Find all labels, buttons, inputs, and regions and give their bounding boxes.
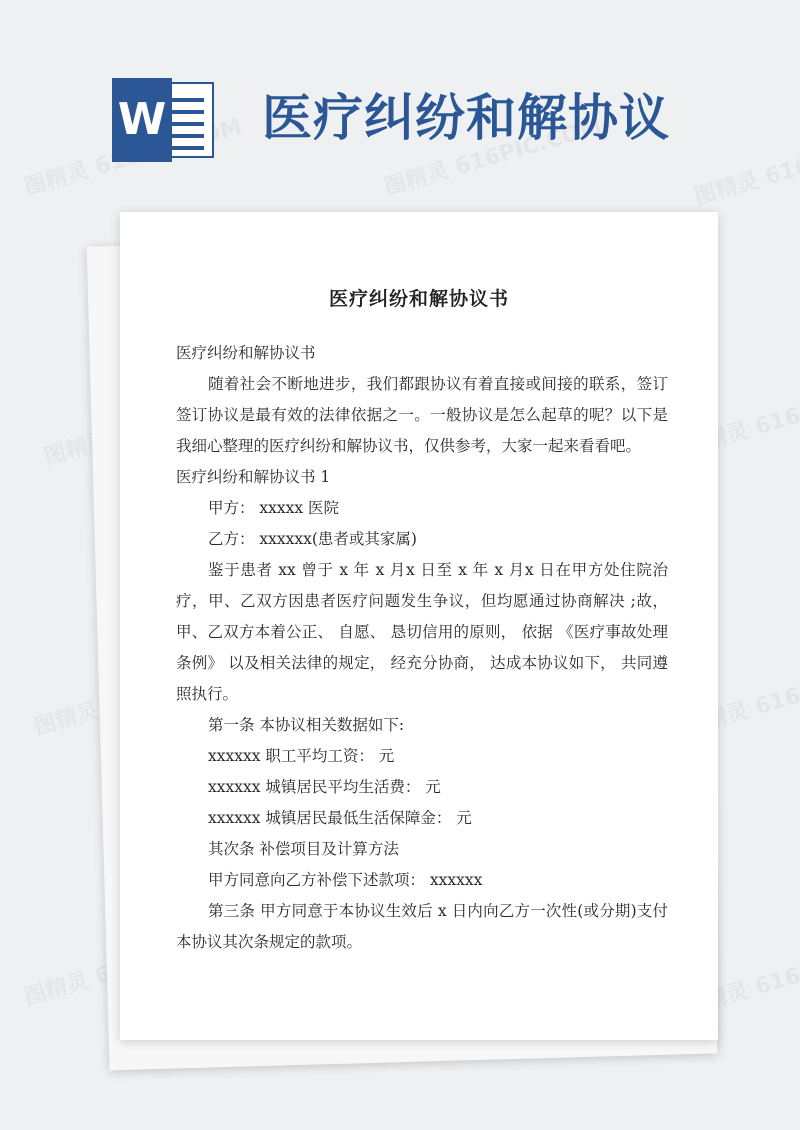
word-document-icon <box>112 78 216 162</box>
paragraph-data-min-security: xxxxxx 城镇居民最低生活保障金： 元 <box>208 809 472 827</box>
paragraph-section-title: 医疗纠纷和解协议书 1 <box>176 468 331 486</box>
paragraph-article-3: 第三条 甲方同意于本协议生效后 x 日内向乙方一次性(或分期)支付本协议其次条规定的款项。 <box>176 902 668 951</box>
paragraph-data-living-cost: xxxxxx 城镇居民平均生活费： 元 <box>208 778 441 796</box>
document-page <box>120 212 718 1040</box>
paragraph-intro: 随着社会不断地进步，我们都跟协议有着直接或间接的联系，签订签订协议是最有效的法律依据之一。一般协议是怎么起草的呢？以下是我细心整理的医疗纠纷和解协议书，仅供参考，大家一起来看看吧。 <box>176 375 668 455</box>
paragraph-article-2: 其次条 补偿项目及计算方法 <box>208 840 399 858</box>
document-body <box>176 338 668 958</box>
watermark <box>690 120 800 212</box>
paragraph-article-1: 第一条 本协议相关数据如下: <box>208 716 405 734</box>
paragraph-compensation: 甲方同意向乙方补偿下述款项： xxxxxx <box>208 871 483 889</box>
paragraph-background: 鉴于患者 xx 曾于 x 年 x 月x 日至 x 年 x 月x 日在甲方处住院治疗，甲、乙双方因患者医疗问题发生争议，但均愿通过协商解决 ;故，甲、乙双方本着公正、 自愿、 恳切信用的原则， 依据 《医疗事故处理条例》 以及相关法律的规定， 经充分协商， 达成本协议如下， 共同遵照执行。 <box>176 561 668 703</box>
word-letter-badge: W <box>112 78 172 162</box>
header-title: 医疗纠纷和解协议 <box>262 89 670 147</box>
document-title: 医疗纠纷和解协议书 <box>328 288 509 310</box>
paragraph-party-a: 甲方： xxxxx 医院 <box>208 499 340 517</box>
paragraph-party-b: 乙方： xxxxxx(患者或其家属) <box>208 530 417 548</box>
paragraph-heading: 医疗纠纷和解协议书 <box>176 344 316 362</box>
paragraph-data-wage: xxxxxx 职工平均工资： 元 <box>208 747 395 765</box>
